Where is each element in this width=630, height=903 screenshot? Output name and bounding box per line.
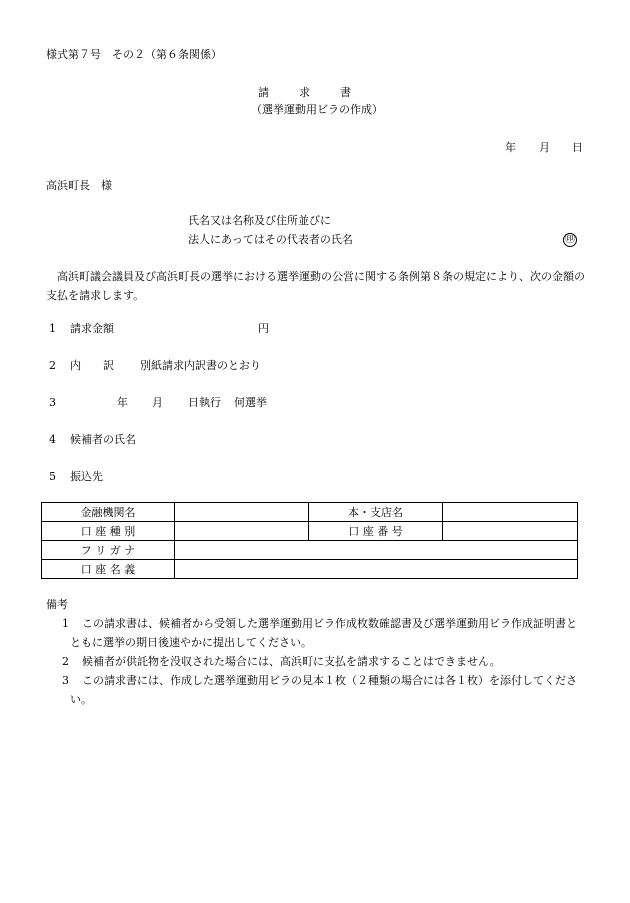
date-day: 日	[572, 141, 583, 154]
addressee: 高浜町長 様	[46, 179, 112, 192]
note-2-text: 候補者が供託物を没収された場合には、高浜町に支払を請求することはできません。	[82, 655, 501, 668]
notes-heading: 備考	[46, 598, 68, 611]
note-1-text: この請求書は、候補者から受領した選挙運動用ビラ作成枚数確認書及び選挙運動用ビラ作成証明書とともに選挙の期日後速やかに提出してください。	[70, 617, 577, 649]
item-2-value: 別紙請求内訳書のとおり	[140, 359, 261, 372]
account-type-field[interactable]	[175, 522, 309, 541]
furigana-label: フ リ ガ ナ	[42, 541, 175, 560]
seal-icon: ㊞	[565, 234, 575, 245]
bank-name-field[interactable]	[175, 503, 309, 522]
item-2-number: 2	[49, 359, 56, 372]
item-1-label: 請求金額	[70, 322, 114, 335]
item-3-day: 日執行	[188, 396, 221, 409]
item-3-year: 年	[117, 396, 128, 409]
document-subtitle: （選挙運動用ビラの作成）	[251, 103, 383, 116]
account-number-label: 口 座 番 号	[309, 522, 443, 541]
item-3-election: 何選挙	[234, 396, 267, 409]
table-row	[42, 503, 578, 522]
note-1-number: 1	[62, 617, 69, 630]
item-1-unit: 円	[258, 322, 269, 335]
account-holder-field[interactable]	[175, 560, 578, 579]
item-3-month: 月	[152, 396, 163, 409]
item-4-label: 候補者の氏名	[70, 433, 136, 446]
body-paragraph: 高浜町議会議員及び高浜町長の選挙における選挙運動の公営に関する条例第８条の規定により、次の金額の支払を請求します。	[46, 270, 585, 302]
account-type-label: 口 座 種 別	[42, 522, 175, 541]
table-row	[42, 522, 578, 541]
item-4-number: 4	[49, 433, 56, 446]
claimant-line-2: 法人にあってはその代表者の氏名	[188, 233, 353, 246]
table-row	[42, 541, 578, 560]
branch-field[interactable]	[443, 503, 578, 522]
document-title: 請求書	[258, 86, 381, 99]
item-2-label: 内 訳	[70, 359, 114, 372]
date-year: 年	[505, 141, 516, 154]
item-5-label: 振込先	[70, 470, 103, 483]
note-3-text: この請求書には、作成した選挙運動用ビラの見本１枚（２種類の場合には各１枚）を添付してください。	[70, 674, 577, 706]
note-2-number: 2	[62, 655, 69, 668]
item-3-number: 3	[49, 396, 56, 409]
item-5-number: 5	[49, 470, 56, 483]
note-3-number: 3	[62, 674, 69, 687]
account-holder-label: 口 座 名 義	[42, 560, 175, 579]
table-row	[42, 560, 578, 579]
date-month: 月	[539, 141, 550, 154]
claimant-line-1: 氏名又は名称及び住所並びに	[188, 214, 331, 227]
bank-account-table	[41, 502, 578, 579]
branch-label: 本・支店名	[309, 503, 443, 522]
item-1-number: 1	[49, 322, 56, 335]
account-number-field[interactable]	[443, 522, 578, 541]
bank-name-label: 金融機関名	[42, 503, 175, 522]
furigana-field[interactable]	[175, 541, 578, 560]
form-number: 様式第７号 その２（第６条関係）	[46, 48, 222, 61]
